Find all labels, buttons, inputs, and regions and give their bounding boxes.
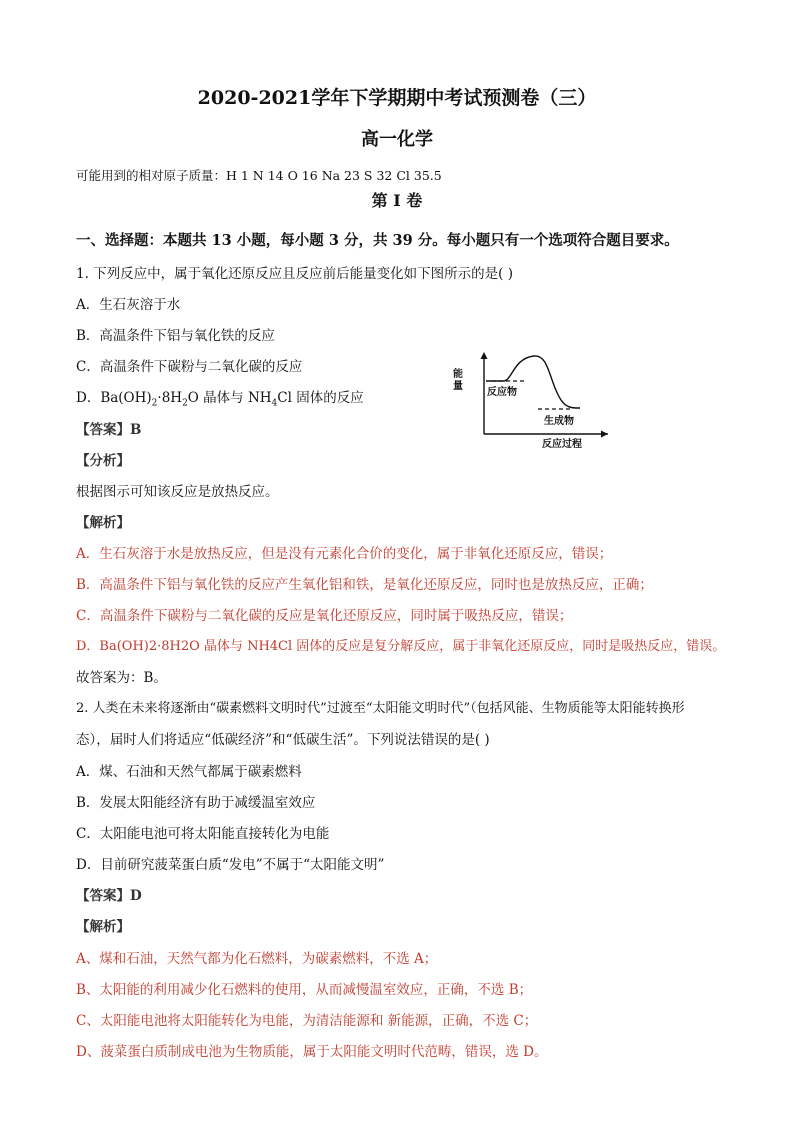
exam-title: 2020-2021学年下学期期中考试预测卷（三）: [197, 87, 597, 109]
q1-answer: 【答案】B: [76, 422, 142, 438]
q1-option-d-sub2: 2: [182, 398, 188, 409]
q1-option-c: C．高温条件下碳粉与二氧化碳的反应: [76, 359, 303, 375]
q1-option-d-mid2: O 晶体与 NH: [187, 390, 272, 406]
y-label-1: 能: [453, 369, 463, 380]
q1-option-d-prefix: D．Ba(OH): [76, 390, 152, 406]
q1-analysis: 根据图示可知该反应是放热反应。: [76, 484, 279, 500]
q1-explain-d: D．Ba(OH)2·8H2O 晶体与 NH4Cl 固体的反应是复分解反应，属于非氧化还原反应，同时是吸热反应，错误。: [76, 639, 726, 654]
q2-explain-b: B、太阳能的利用减少化石燃料的使用，从而减慢温室效应，正确，不选 B；: [76, 982, 533, 998]
q1-option-d: [76, 388, 754, 414]
q2-explain-c: C、太阳能电池将太阳能转化为电能，为清洁能源和 新能源，正确，不选 C；: [76, 1013, 538, 1029]
product-label: 生成物: [544, 416, 574, 427]
q1-option-b: B．高温条件下铝与氧化铁的反应: [76, 328, 275, 344]
q1-explain-label: 【解析】: [76, 515, 130, 531]
q2-option-c: C．太阳能电池可将太阳能直接转化为电能: [76, 826, 330, 842]
y-axis-arrow: [481, 352, 488, 359]
q1-explain-b: B．高温条件下铝与氧化铁的反应产生氧化铝和铁，是氧化还原反应，同时也是放热反应，正确；: [76, 577, 653, 593]
atomic-mass-note: 可能用到的相对原子质量：H 1 N 14 O 16 Na 23 S 32 Cl 35.5: [76, 168, 442, 183]
q1-option-d-sub3: 4: [271, 398, 278, 409]
q2-stem-line2: 态），届时人们将适应“低碳经济”和“低碳生活”。下列说法错误的是( ): [76, 732, 490, 748]
q1-conclusion: 故答案为：B。: [76, 670, 167, 686]
q2-option-d: D．目前研究菠菜蛋白质“发电”不属于“太阳能文明”: [76, 857, 385, 873]
q1-stem: 1. 下列反应中，属于氧化还原反应且反应前后能量变化如下图所示的是( ): [76, 266, 513, 282]
x-label: 反应过程: [542, 439, 582, 450]
q1-option-d-sub1: 2: [151, 398, 158, 409]
q1-explain-c: C．高温条件下碳粉与二氧化碳的反应是氧化还原反应，同时属于吸热反应，错误；: [76, 608, 573, 624]
q2-stem-line1: 2. 人类在未来将逐渐由“碳素燃料文明时代”过渡至“太阳能文明时代”（包括风能、生物质能等太阳能转换形: [76, 701, 685, 716]
q1-option-d-suffix: Cl 固体的反应: [277, 390, 364, 406]
q1-analysis-label: 【分析】: [76, 453, 130, 469]
q1-option-d-mid1: ·8H: [157, 390, 183, 406]
q2-explain-label: 【解析】: [76, 919, 130, 935]
q1-option-a: A．生石灰溶于水: [76, 297, 181, 313]
energy-curve: [486, 356, 580, 408]
q2-option-b: B．发展太阳能经济有助于减缓温室效应: [76, 795, 316, 811]
reactant-label: 反应物: [487, 387, 517, 398]
q2-explain-a: A、煤和石油，天然气都为化石燃料，为碳素燃料，不选 A；: [76, 951, 438, 967]
volume-title: 第 I 卷: [371, 191, 423, 210]
q1-explain-a: A．生石灰溶于水是放热反应，但是没有元素化合价的变化，属于非氧化还原反应，错误；: [76, 546, 613, 562]
subject-title: 高一化学: [361, 129, 433, 150]
q2-answer: 【答案】D: [76, 888, 142, 904]
q2-explain-d: D、菠菜蛋白质制成电池为生物质能，属于太阳能文明时代范畴，错误，选 D。: [76, 1044, 548, 1060]
y-label-2: 量: [453, 381, 463, 392]
section-heading: 一、选择题：本题共 13 小题，每小题 3 分，共 39 分。每小题只有一个选项符合题目要求。: [76, 232, 679, 249]
q2-option-a: A．煤、石油和天然气都属于碳素燃料: [76, 764, 302, 780]
